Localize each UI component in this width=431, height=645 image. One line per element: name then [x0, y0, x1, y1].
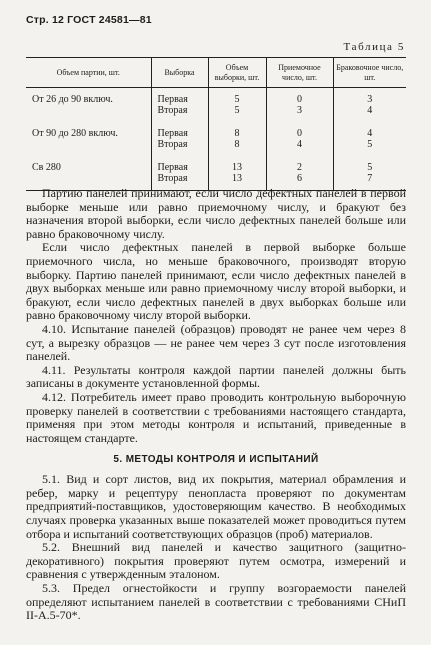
- sampling-table: [26, 57, 406, 191]
- rejection-first: 5: [367, 162, 373, 173]
- body-text: [26, 187, 406, 623]
- sample-first: Первая: [157, 162, 188, 173]
- rejection-second: 5: [367, 139, 373, 150]
- acceptance-first: 0: [297, 94, 302, 105]
- section-title: 5. МЕТОДЫ КОНТРОЛЯ И ИСПЫТАНИЙ: [113, 454, 319, 466]
- sample-size-cell: [208, 88, 266, 123]
- acceptance-first: 2: [297, 162, 302, 173]
- acceptance-second: 6: [297, 173, 302, 184]
- col-header-sample: Выборка: [151, 58, 208, 88]
- acceptance-cell: [266, 122, 333, 156]
- sample-second: Вторая: [157, 139, 188, 150]
- col-header-rejection-number: Браковочное число, шт.: [333, 58, 406, 88]
- paragraph: Если число дефектных панелей в первой выборке больше приемочного числа, но меньше браковочного, производят вторую выборку. Партию панелей принимают, если число дефектных панелей в двух выборках меньше или равно приемочному числу второй выборки, и бракуют, если число дефектных панелей в двух выборках больше или равно браковочному числу второй выборки.: [26, 240, 406, 323]
- sample-second: Вторая: [157, 173, 188, 184]
- acceptance-second: 4: [297, 139, 302, 150]
- acceptance-second: 3: [297, 105, 302, 116]
- rejection-first: 4: [367, 128, 373, 139]
- sample-cell: [151, 122, 208, 156]
- sample-size-first: 8: [234, 128, 240, 139]
- paragraph: 4.12. Потребитель имеет право проводить контрольную выборочную проверку панелей в соответствии с требованиями настоящего стандарта, применяя при этом методы контроля и испытаний, приведенные в настоящем стандарте.: [26, 389, 406, 445]
- table-row: [26, 88, 406, 123]
- paragraph: Партию панелей принимают, если число дефектных панелей в первой выборке меньше или равно приемочному числу, и бракуют без назначения второй выборки, если число дефектных панелей больше или равно браковочному числу.: [26, 186, 406, 241]
- sample-size-cell: [208, 122, 266, 156]
- lot-size-cell: От 90 до 280 включ.: [32, 128, 118, 139]
- sample-size-second: 13: [232, 173, 242, 184]
- sample-size-first: 5: [234, 94, 240, 105]
- sample-size-second: 5: [234, 105, 240, 116]
- paragraph: 5.2. Внешний вид панелей и качество защитного (защитно-декоративного) покрытия проверяют путем осмотра, измерений и сравнения с утвержденным эталоном.: [26, 540, 406, 582]
- rejection-second: 4: [367, 105, 373, 116]
- table-header-row: [26, 58, 406, 88]
- sample-size-first: 13: [232, 162, 242, 173]
- paragraph: 5.3. Предел огнестойкости и группу возгораемости панелей определяют испытанием панелей в соответствии с требованиями СНиП II-А.5-70*.: [26, 581, 406, 623]
- lot-size-cell: Св 280: [26, 156, 151, 191]
- rejection-cell: [333, 88, 406, 123]
- col-header-lot-size: Объем партии, шт.: [26, 58, 151, 88]
- sample-first: Первая: [157, 94, 188, 105]
- paragraph: 4.11. Результаты контроля каждой партии панелей должны быть записаны в документе установленной формы.: [26, 362, 406, 391]
- table-row: [26, 122, 406, 156]
- table-caption: Таблица 5: [343, 41, 405, 53]
- rejection-first: 3: [367, 94, 373, 105]
- acceptance-first: 0: [297, 128, 302, 139]
- sample-second: Вторая: [157, 105, 188, 116]
- sample-cell: [151, 88, 208, 123]
- acceptance-cell: [266, 88, 333, 123]
- sample-size-second: 8: [234, 139, 240, 150]
- lot-size-cell: От 26 до 90 включ.: [32, 94, 113, 105]
- rejection-cell: [333, 122, 406, 156]
- paragraph: 4.10. Испытание панелей (образцов) проводят не ранее чем через 8 сут, а вырезку образцов — не ранее чем через 3 сут после изготовления панелей.: [26, 321, 406, 364]
- rejection-second: 7: [367, 173, 373, 184]
- paragraph: 5.1. Вид и сорт листов, вид их покрытия, материал обрамления и ребер, марку и рецептуру пенопласта проверяют по документам предприятий-поставщиков, удостоверяющим качество. В необходимых случаях проверка указанных выше показателей может проводиться путем отбора и испытаний соответствующих образцов (проб) материалов.: [26, 472, 406, 541]
- col-header-sample-size: Объем выборки, шт.: [208, 58, 266, 88]
- sample-first: Первая: [157, 128, 188, 139]
- page-header: Стр. 12 ГОСТ 24581—81: [26, 14, 152, 26]
- col-header-acceptance-number: Приемочное число, шт.: [266, 58, 333, 88]
